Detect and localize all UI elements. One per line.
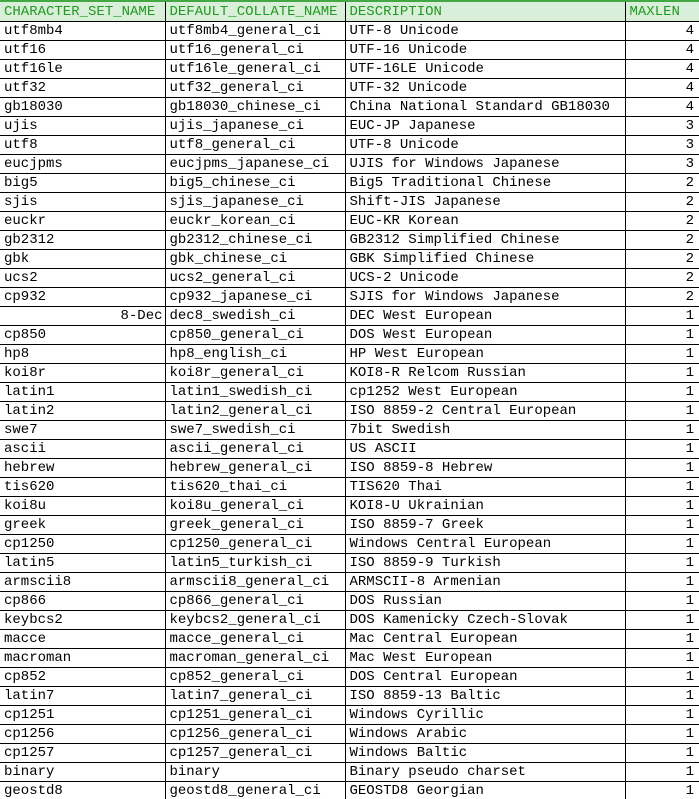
cell-character-set-name[interactable]: koi8r [0,364,165,383]
cell-default-collate-name[interactable]: utf8mb4_general_ci [165,22,345,41]
table-row [0,611,699,630]
cell-default-collate-name[interactable]: latin7_general_ci [165,687,345,706]
table-row [0,497,699,516]
cell-default-collate-name[interactable]: cp1251_general_ci [165,706,345,725]
table-row [0,193,699,212]
cell-character-set-name[interactable]: hp8 [0,345,165,364]
table-row [0,117,699,136]
cell-maxlen[interactable]: 1 [625,383,699,402]
cell-default-collate-name[interactable]: cp1250_general_ci [165,535,345,554]
cell-default-collate-name[interactable]: cp866_general_ci [165,592,345,611]
table-row [0,725,699,744]
table-row [0,744,699,763]
cell-description[interactable]: cp1252 West European [345,383,625,402]
cell-description[interactable]: EUC-KR Korean [345,212,625,231]
cell-maxlen[interactable]: 1 [625,478,699,497]
cell-maxlen[interactable]: 1 [625,706,699,725]
table-row [0,763,699,782]
cell-maxlen[interactable]: 4 [625,60,699,79]
cell-maxlen[interactable]: 2 [625,231,699,250]
cell-character-set-name[interactable]: macroman [0,649,165,668]
cell-description[interactable]: DOS Kamenicky Czech-Slovak [345,611,625,630]
table-row [0,668,699,687]
cell-character-set-name[interactable]: latin2 [0,402,165,421]
table-row [0,212,699,231]
table-row [0,573,699,592]
cell-character-set-name[interactable]: ujis [0,117,165,136]
cell-default-collate-name[interactable]: sjis_japanese_ci [165,193,345,212]
table-row [0,706,699,725]
column-header-default-collate-name[interactable]: DEFAULT_COLLATE_NAME [165,2,345,22]
cell-default-collate-name[interactable]: ucs2_general_ci [165,269,345,288]
table-row [0,383,699,402]
cell-maxlen[interactable]: 1 [625,573,699,592]
cell-default-collate-name[interactable]: cp932_japanese_ci [165,288,345,307]
cell-maxlen[interactable]: 2 [625,269,699,288]
table-row [0,41,699,60]
cell-default-collate-name[interactable]: big5_chinese_ci [165,174,345,193]
cell-maxlen[interactable]: 1 [625,611,699,630]
cell-maxlen[interactable]: 4 [625,98,699,117]
table-row [0,79,699,98]
cell-description[interactable]: DOS West European [345,326,625,345]
cell-description[interactable]: UTF-32 Unicode [345,79,625,98]
table-row [0,288,699,307]
table-row [0,440,699,459]
table-row [0,345,699,364]
cell-description[interactable]: UJIS for Windows Japanese [345,155,625,174]
cell-maxlen[interactable]: 1 [625,535,699,554]
table-row [0,155,699,174]
cell-maxlen[interactable]: 1 [625,687,699,706]
cell-description[interactable]: UTF-8 Unicode [345,22,625,41]
cell-default-collate-name[interactable]: cp852_general_ci [165,668,345,687]
cell-maxlen[interactable]: 1 [625,782,699,799]
table-row [0,269,699,288]
cell-character-set-name[interactable]: keybcs2 [0,611,165,630]
cell-character-set-name[interactable]: gbk [0,250,165,269]
cell-character-set-name[interactable]: utf8mb4 [0,22,165,41]
cell-default-collate-name[interactable]: eucjpms_japanese_ci [165,155,345,174]
cell-description[interactable]: Windows Arabic [345,725,625,744]
cell-character-set-name[interactable]: geostd8 [0,782,165,799]
cell-description[interactable]: TIS620 Thai [345,478,625,497]
table-row [0,364,699,383]
cell-default-collate-name[interactable]: armscii8_general_ci [165,573,345,592]
cell-description[interactable]: Windows Baltic [345,744,625,763]
cell-description[interactable]: UTF-16LE Unicode [345,60,625,79]
table-row [0,782,699,799]
cell-default-collate-name[interactable]: ujis_japanese_ci [165,117,345,136]
column-header-maxlen[interactable]: MAXLEN [625,2,699,22]
cell-character-set-name[interactable]: binary [0,763,165,782]
cell-default-collate-name[interactable]: latin2_general_ci [165,402,345,421]
cell-character-set-name[interactable]: hebrew [0,459,165,478]
cell-maxlen[interactable]: 1 [625,649,699,668]
cell-character-set-name[interactable]: 8-Dec [0,307,165,326]
cell-character-set-name[interactable]: sjis [0,193,165,212]
cell-default-collate-name[interactable]: koi8u_general_ci [165,497,345,516]
cell-default-collate-name[interactable]: utf32_general_ci [165,79,345,98]
cell-default-collate-name[interactable]: utf16le_general_ci [165,60,345,79]
table-row [0,459,699,478]
cell-default-collate-name[interactable]: hp8_english_ci [165,345,345,364]
cell-maxlen[interactable]: 1 [625,592,699,611]
table-row [0,60,699,79]
cell-character-set-name[interactable]: cp1250 [0,535,165,554]
cell-description[interactable]: DEC West European [345,307,625,326]
cell-description[interactable]: HP West European [345,345,625,364]
table-row [0,478,699,497]
table-row [0,592,699,611]
cell-description[interactable]: ISO 8859-8 Hebrew [345,459,625,478]
cell-character-set-name[interactable]: utf32 [0,79,165,98]
cell-description[interactable]: SJIS for Windows Japanese [345,288,625,307]
cell-maxlen[interactable]: 2 [625,250,699,269]
cell-default-collate-name[interactable]: hebrew_general_ci [165,459,345,478]
cell-description[interactable]: Mac West European [345,649,625,668]
cell-maxlen[interactable]: 2 [625,174,699,193]
cell-description[interactable]: ISO 8859-2 Central European [345,402,625,421]
cell-maxlen[interactable]: 1 [625,497,699,516]
cell-maxlen[interactable]: 1 [625,402,699,421]
cell-description[interactable]: ISO 8859-7 Greek [345,516,625,535]
cell-character-set-name[interactable]: cp850 [0,326,165,345]
cell-maxlen[interactable]: 1 [625,326,699,345]
cell-character-set-name[interactable]: cp866 [0,592,165,611]
cell-default-collate-name[interactable]: koi8r_general_ci [165,364,345,383]
cell-character-set-name[interactable]: latin1 [0,383,165,402]
cell-character-set-name[interactable]: armscii8 [0,573,165,592]
cell-description[interactable]: Big5 Traditional Chinese [345,174,625,193]
cell-description[interactable]: US ASCII [345,440,625,459]
cell-maxlen[interactable]: 1 [625,459,699,478]
table-row [0,136,699,155]
cell-maxlen[interactable]: 3 [625,155,699,174]
cell-description[interactable]: GBK Simplified Chinese [345,250,625,269]
cell-description[interactable]: Mac Central European [345,630,625,649]
cell-maxlen[interactable]: 4 [625,79,699,98]
character-set-table [0,2,699,799]
cell-default-collate-name[interactable]: cp850_general_ci [165,326,345,345]
cell-character-set-name[interactable]: macce [0,630,165,649]
cell-description[interactable]: Windows Cyrillic [345,706,625,725]
table-row [0,174,699,193]
column-header-character-set-name[interactable]: CHARACTER_SET_NAME [0,2,165,22]
table-row [0,687,699,706]
table-row [0,421,699,440]
table-row [0,402,699,421]
column-header-description[interactable]: DESCRIPTION [345,2,625,22]
cell-character-set-name[interactable]: ascii [0,440,165,459]
cell-description[interactable]: China National Standard GB18030 [345,98,625,117]
cell-description[interactable]: Binary pseudo charset [345,763,625,782]
cell-default-collate-name[interactable]: utf16_general_ci [165,41,345,60]
cell-default-collate-name[interactable]: euckr_korean_ci [165,212,345,231]
cell-maxlen[interactable]: 1 [625,307,699,326]
cell-description[interactable]: GB2312 Simplified Chinese [345,231,625,250]
cell-maxlen[interactable]: 1 [625,345,699,364]
cell-maxlen[interactable]: 1 [625,668,699,687]
cell-character-set-name[interactable]: eucjpms [0,155,165,174]
cell-character-set-name[interactable]: utf16le [0,60,165,79]
cell-maxlen[interactable]: 1 [625,516,699,535]
cell-character-set-name[interactable]: cp1251 [0,706,165,725]
cell-default-collate-name[interactable]: gb18030_chinese_ci [165,98,345,117]
cell-maxlen[interactable]: 1 [625,440,699,459]
cell-default-collate-name[interactable]: macroman_general_ci [165,649,345,668]
table-row [0,250,699,269]
cell-maxlen[interactable]: 1 [625,744,699,763]
cell-character-set-name[interactable]: gb2312 [0,231,165,250]
cell-maxlen[interactable]: 1 [625,763,699,782]
cell-maxlen[interactable]: 3 [625,117,699,136]
cell-description[interactable]: UCS-2 Unicode [345,269,625,288]
table-row [0,307,699,326]
cell-default-collate-name[interactable]: gbk_chinese_ci [165,250,345,269]
cell-default-collate-name[interactable]: latin1_swedish_ci [165,383,345,402]
cell-description[interactable]: ISO 8859-9 Turkish [345,554,625,573]
table-row [0,22,699,41]
cell-default-collate-name[interactable]: macce_general_ci [165,630,345,649]
table-row [0,630,699,649]
cell-character-set-name[interactable]: utf8 [0,136,165,155]
cell-default-collate-name[interactable]: greek_general_ci [165,516,345,535]
cell-description[interactable]: 7bit Swedish [345,421,625,440]
cell-default-collate-name[interactable]: keybcs2_general_ci [165,611,345,630]
cell-character-set-name[interactable]: cp1256 [0,725,165,744]
cell-maxlen[interactable]: 2 [625,193,699,212]
table-row [0,516,699,535]
cell-maxlen[interactable]: 2 [625,212,699,231]
cell-character-set-name[interactable]: ucs2 [0,269,165,288]
cell-description[interactable]: ISO 8859-13 Baltic [345,687,625,706]
cell-default-collate-name[interactable]: ascii_general_ci [165,440,345,459]
cell-character-set-name[interactable]: cp852 [0,668,165,687]
cell-description[interactable]: KOI8-U Ukrainian [345,497,625,516]
cell-maxlen[interactable]: 1 [625,725,699,744]
table-row [0,98,699,117]
cell-maxlen[interactable]: 4 [625,41,699,60]
cell-character-set-name[interactable]: gb18030 [0,98,165,117]
cell-default-collate-name[interactable]: geostd8_general_ci [165,782,345,799]
cell-description[interactable]: EUC-JP Japanese [345,117,625,136]
cell-default-collate-name[interactable]: cp1257_general_ci [165,744,345,763]
cell-description[interactable]: KOI8-R Relcom Russian [345,364,625,383]
cell-default-collate-name[interactable]: tis620_thai_ci [165,478,345,497]
cell-character-set-name[interactable]: cp932 [0,288,165,307]
cell-default-collate-name[interactable]: cp1256_general_ci [165,725,345,744]
cell-maxlen[interactable]: 3 [625,136,699,155]
cell-maxlen[interactable]: 1 [625,554,699,573]
cell-description[interactable]: GEOSTD8 Georgian [345,782,625,799]
cell-default-collate-name[interactable]: latin5_turkish_ci [165,554,345,573]
cell-character-set-name[interactable]: greek [0,516,165,535]
cell-character-set-name[interactable]: tis620 [0,478,165,497]
cell-description[interactable]: Shift-JIS Japanese [345,193,625,212]
cell-maxlen[interactable]: 2 [625,288,699,307]
cell-description[interactable]: UTF-8 Unicode [345,136,625,155]
cell-default-collate-name[interactable]: dec8_swedish_ci [165,307,345,326]
table-row [0,554,699,573]
cell-character-set-name[interactable]: koi8u [0,497,165,516]
table-row [0,326,699,345]
cell-description[interactable]: DOS Central European [345,668,625,687]
cell-maxlen[interactable]: 1 [625,421,699,440]
cell-character-set-name[interactable]: utf16 [0,41,165,60]
cell-description[interactable]: DOS Russian [345,592,625,611]
cell-maxlen[interactable]: 1 [625,364,699,383]
cell-default-collate-name[interactable]: binary [165,763,345,782]
table-row [0,649,699,668]
cell-character-set-name[interactable]: euckr [0,212,165,231]
cell-character-set-name[interactable]: big5 [0,174,165,193]
table-row [0,231,699,250]
cell-default-collate-name[interactable]: utf8_general_ci [165,136,345,155]
table-row [0,535,699,554]
cell-character-set-name[interactable]: swe7 [0,421,165,440]
cell-character-set-name[interactable]: latin7 [0,687,165,706]
cell-description[interactable]: Windows Central European [345,535,625,554]
header-row [0,2,699,22]
cell-maxlen[interactable]: 4 [625,22,699,41]
cell-maxlen[interactable]: 1 [625,630,699,649]
cell-character-set-name[interactable]: latin5 [0,554,165,573]
cell-character-set-name[interactable]: cp1257 [0,744,165,763]
cell-default-collate-name[interactable]: gb2312_chinese_ci [165,231,345,250]
cell-description[interactable]: ARMSCII-8 Armenian [345,573,625,592]
cell-description[interactable]: UTF-16 Unicode [345,41,625,60]
cell-default-collate-name[interactable]: swe7_swedish_ci [165,421,345,440]
